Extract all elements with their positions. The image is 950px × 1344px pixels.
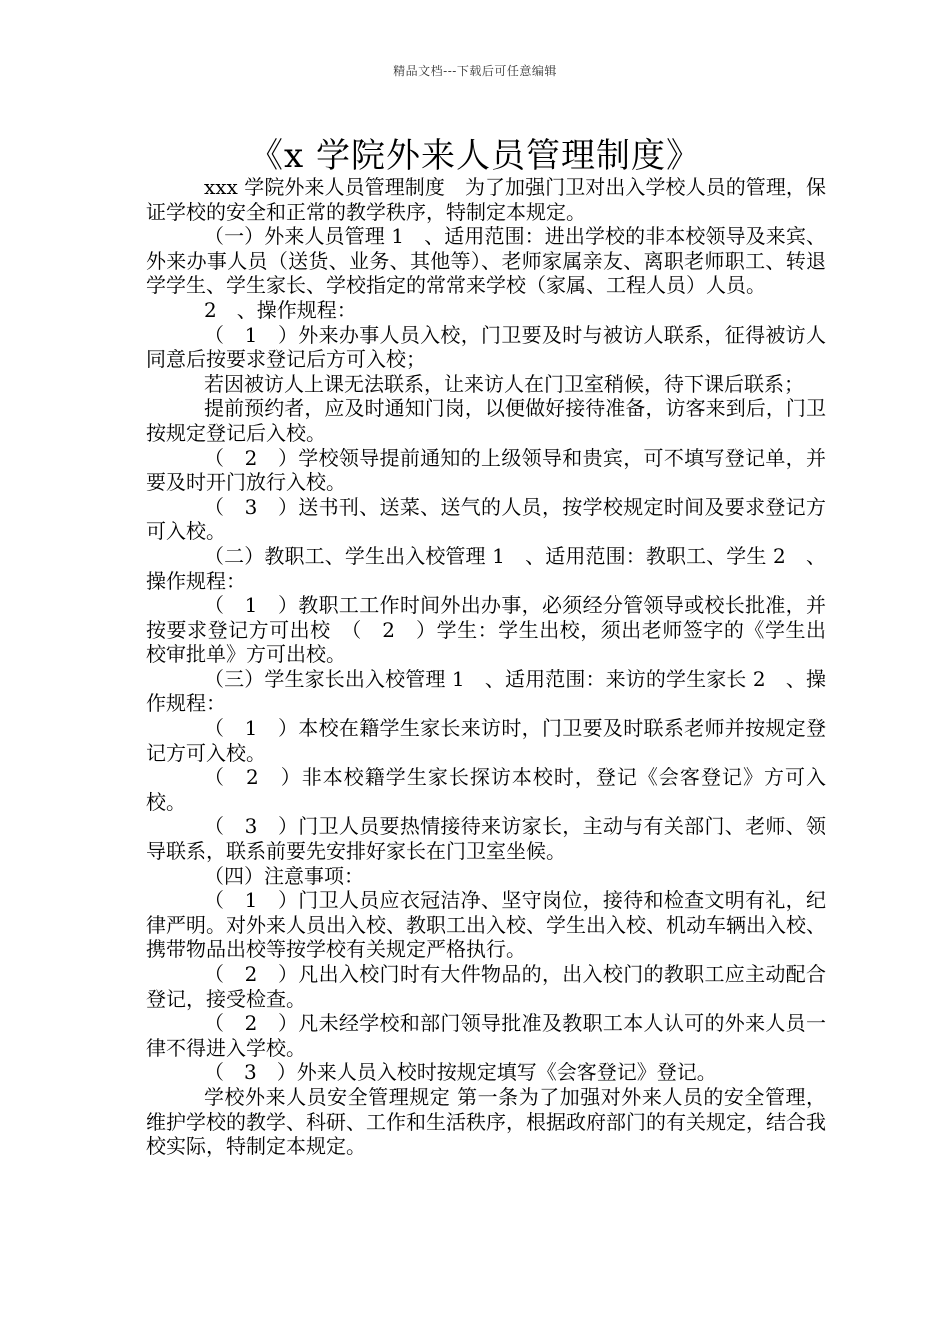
document-title: 《x 学院外来人员管理制度》 xyxy=(249,136,701,176)
paragraph: （四）注意事项： xyxy=(204,863,364,888)
paragraph: 学校外来人员安全管理规定 第一条为了加强对外来人员的安全管理，维护学校的教学、科研、工作和生活秩序，根据政府部门的有关规定，结合我校实际，特制定本规定。 xyxy=(146,1084,826,1159)
paragraph: （ 3 ）送书刊、送菜、送气的人员，按学校规定时间及要求登记方可入校。 xyxy=(146,494,826,544)
paragraph: （二）教职工、学生出入校管理 1 、适用范围：教职工、学生 2 、操作规程： xyxy=(146,543,826,593)
page-header: 精品文档---下载后可任意编辑 xyxy=(393,64,557,78)
paragraph: 2 、操作规程： xyxy=(204,297,357,322)
paragraph: 若因被访人上课无法联系，让来访人在门卫室稍候，待下课后联系； xyxy=(204,371,804,396)
paragraph: （ 3 ）外来人员入校时按规定填写《会客登记》登记。 xyxy=(204,1060,717,1085)
paragraph: （ 1 ）门卫人员应衣冠洁净、坚守岗位，接待和检查文明有礼，纪律严明。对外来人员出入校、教职工出入校、学生出入校、机动车辆出入校、携带物品出校等按学校有关规定严格执行。 xyxy=(146,888,826,962)
document-body xyxy=(146,175,826,1159)
paragraph: （ 2 ）学校领导提前通知的上级领导和贵宾，可不填写登记单，并要及时开门放行入校。 xyxy=(146,445,826,495)
paragraph: 提前预约者，应及时通知门岗，以便做好接待准备，访客来到后，门卫按规定登记后入校。 xyxy=(146,396,826,445)
paragraph: （ 2 ）凡出入校门时有大件物品的，出入校门的教职工应主动配合登记，接受检查。 xyxy=(146,962,826,1011)
paragraph: （三）学生家长出入校管理 1 、适用范围：来访的学生家长 2 、操作规程： xyxy=(146,666,826,716)
paragraph: （一）外来人员管理 1 、适用范围：进出学校的非本校领导及来宾、外来办事人员（送货、业务、其他等）、老师家属亲友、离职老师职工、转退学学生、学生家长、学校指定的常常来学校（家属、工程人员）人员。 xyxy=(146,224,826,298)
paragraph: xxx 学院外来人员管理制度 为了加强门卫对出入学校人员的管理，保证学校的安全和正常的教学秩序，特制定本规定。 xyxy=(146,175,826,224)
paragraph: （ 1 ）本校在籍学生家长来访时，门卫要及时联系老师并按规定登记方可入校。 xyxy=(146,716,826,765)
paragraph: （ 1 ）教职工工作时间外出办事，必须经分管领导或校长批准，并按要求登记方可出校 （ 2 ）学生：学生出校，须出老师签字的《学生出校审批单》方可出校。 xyxy=(146,593,826,667)
paragraph: （ 2 ）凡未经学校和部门领导批准及教职工本人认可的外来人员一律不得进入学校。 xyxy=(146,1011,826,1060)
paragraph: （ 2 ）非本校籍学生家长探访本校时，登记《会客登记》方可入校。 xyxy=(146,765,826,814)
paragraph: （ 3 ）门卫人员要热情接待来访家长，主动与有关部门、老师、领导联系，联系前要先安排好家长在门卫室坐候。 xyxy=(146,814,826,864)
paragraph: （ 1 ）外来办事人员入校，门卫要及时与被访人联系，征得被访人同意后按要求登记后方可入校； xyxy=(146,322,826,372)
